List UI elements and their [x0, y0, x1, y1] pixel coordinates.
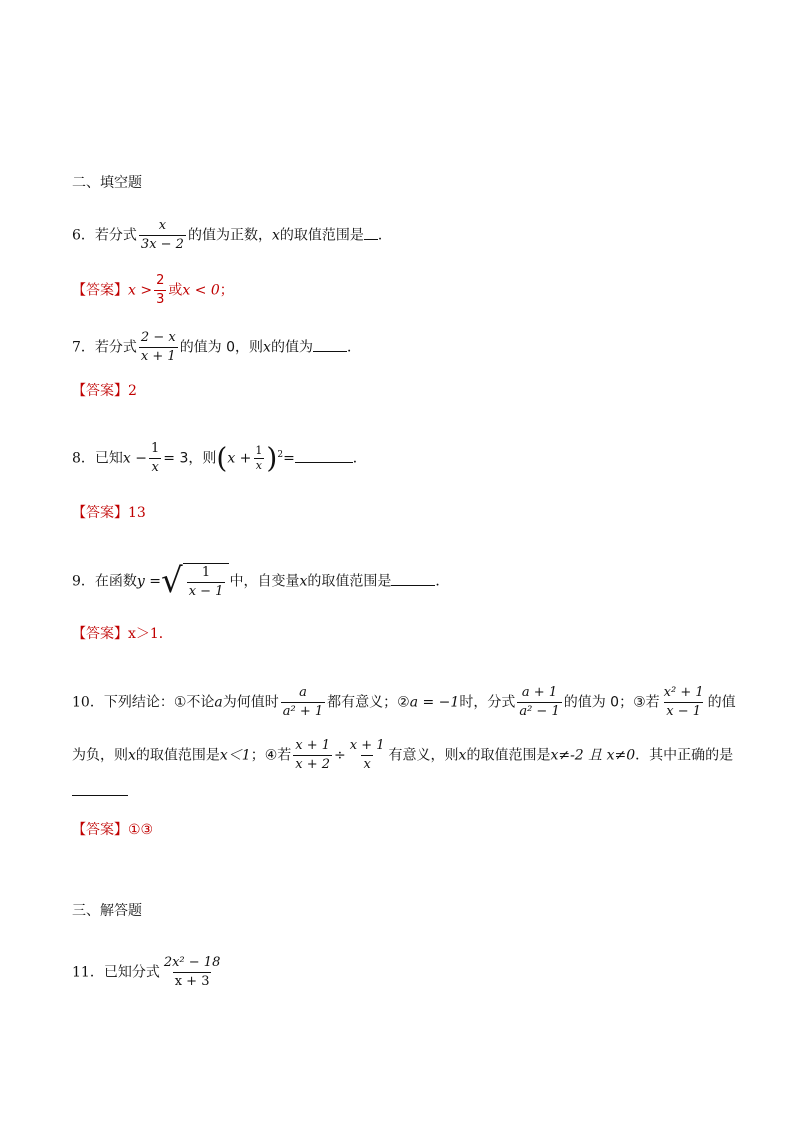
fraction [139, 218, 186, 253]
left-paren: ( [216, 441, 228, 475]
question-end: ． [346, 339, 361, 356]
question-text: 的值为 0；③若 [563, 694, 660, 711]
fraction [187, 565, 226, 600]
question-text: 若分式 [94, 339, 137, 356]
variable: x [271, 227, 280, 244]
answer-value: 2 [128, 383, 137, 399]
question-end: ． [377, 227, 392, 244]
answer-10 [72, 820, 153, 840]
fraction-numerator: a + 1 [521, 685, 558, 700]
right-paren: ) [266, 441, 278, 475]
fraction-numerator: 2 [156, 273, 165, 288]
answer-6 [72, 273, 234, 308]
answer-label: 【答案】 [72, 822, 128, 838]
answer-value: x > [128, 282, 153, 299]
question-text: 的取值范围是 [135, 747, 220, 764]
section-heading-fill-in: 二、填空题 [72, 175, 142, 191]
question-text: 时，分式 [459, 694, 516, 711]
fraction-denominator: a² + 1 [282, 704, 324, 719]
fraction-denominator: 3x − 2 [140, 237, 184, 252]
answer-text: 或 [168, 282, 183, 299]
question-text: 的值为 0，则 [179, 339, 264, 356]
fraction [162, 955, 223, 990]
variable: x [458, 747, 467, 764]
fraction [253, 445, 264, 472]
fraction [662, 685, 706, 720]
answer-7 [72, 381, 137, 401]
question-text: 的取值范围是 [279, 227, 364, 244]
answer-label: 【答案】 [72, 282, 128, 299]
fraction-denominator: 3 [156, 292, 165, 307]
question-number: 11． [72, 964, 104, 981]
question-end: ． [352, 450, 367, 467]
fraction-numerator: a [299, 685, 307, 700]
question-number: 9． [72, 573, 95, 590]
section-heading-solve: 三、解答题 [72, 903, 142, 919]
variable: a [214, 694, 223, 711]
exponent: 2 [277, 449, 284, 460]
expression: a = −1 [409, 694, 460, 711]
equals-sign: = [283, 450, 295, 467]
question-number: 7． [72, 339, 95, 356]
question-text: ；④若 [250, 747, 292, 764]
fraction-numerator: 1 [151, 441, 160, 456]
expression: x≠-2 且 x≠0 [550, 747, 636, 764]
expression: x − [122, 450, 147, 467]
question-text: 已知 [94, 450, 123, 467]
answer-end: ； [219, 282, 234, 299]
fraction [281, 685, 325, 720]
question-10-line-2 [72, 738, 733, 773]
fraction-denominator: x + 1 [140, 349, 176, 364]
question-text: 下列结论：①不论 [103, 694, 215, 711]
fraction-denominator: a² − 1 [519, 704, 560, 719]
expression: y = [136, 573, 162, 590]
fraction-numerator: x + 1 [295, 738, 331, 753]
question-9 [72, 563, 449, 600]
fraction [149, 441, 161, 476]
question-11 [72, 955, 224, 990]
variable: x [128, 747, 136, 764]
fraction-numerator: x + 1 [349, 738, 385, 753]
fraction-numerator: 2 − x [140, 330, 176, 345]
question-7 [72, 330, 361, 365]
fraction [517, 685, 561, 720]
question-end: ． [435, 573, 450, 590]
question-text: 的取值范围是 [307, 573, 392, 590]
answer-value: ①③ [128, 822, 154, 838]
answer-label: 【答案】 [72, 505, 128, 521]
radicand [183, 563, 230, 600]
question-text: 都有意义；② [327, 694, 410, 711]
fraction-numerator: x² + 1 [663, 685, 704, 700]
answer-value: x＞1． [128, 626, 173, 642]
answer-value: x < 0 [182, 282, 220, 299]
fraction-numerator: x [158, 218, 167, 233]
radical-sign: √ [161, 561, 183, 601]
fraction-numerator: 1 [201, 565, 211, 580]
fraction-denominator: x [151, 460, 159, 475]
fraction [293, 738, 332, 773]
expression: x + [227, 450, 252, 467]
question-text: 有意义，则 [388, 747, 459, 764]
question-8 [72, 441, 367, 476]
question-text: 的值 [707, 694, 736, 711]
fraction-numerator: 1 [255, 444, 263, 457]
answer-9 [72, 624, 173, 644]
square-root [161, 563, 229, 600]
fraction-denominator: x [363, 757, 371, 772]
fraction-numerator: 2x² − 18 [163, 955, 221, 970]
variable: x [263, 339, 271, 356]
question-10 [72, 685, 736, 720]
fraction [348, 738, 387, 773]
question-text: 为何值时 [222, 694, 279, 711]
question-text: 若分式 [94, 227, 137, 244]
question-number: 6． [72, 227, 95, 244]
answer-8 [72, 503, 146, 523]
answer-blank [313, 339, 347, 352]
question-text: 的取值范围是 [466, 747, 551, 764]
answer-label: 【答案】 [72, 383, 128, 399]
question-text: 中，自变量 [229, 573, 300, 590]
fraction-denominator: x [255, 459, 262, 472]
question-number: 10． [72, 694, 104, 711]
question-10-line-3 [72, 782, 128, 802]
answer-blank [295, 450, 353, 463]
question-text: ．其中正确的是 [635, 747, 734, 764]
question-text: 的值为 [270, 339, 313, 356]
answer-label: 【答案】 [72, 626, 128, 642]
answer-value: 13 [128, 505, 146, 521]
fraction-denominator: x + 3 [174, 974, 210, 989]
fraction-denominator: x + 2 [295, 757, 331, 772]
expression: = 3，则 [163, 450, 217, 467]
question-text: 的值为正数， [187, 227, 272, 244]
division-sign: ÷ [334, 747, 346, 764]
question-text: 已知分式 [103, 964, 160, 981]
answer-blank [364, 227, 378, 240]
question-text: 在函数 [94, 573, 137, 590]
fraction-denominator: x − 1 [188, 584, 224, 599]
expression: x＜1 [219, 747, 251, 764]
question-6 [72, 218, 392, 253]
fraction-denominator: x − 1 [666, 704, 702, 719]
answer-blank [72, 783, 128, 796]
variable: x [299, 573, 308, 590]
question-text: 为负，则 [72, 747, 128, 764]
fraction [139, 330, 178, 365]
question-number: 8． [72, 450, 95, 467]
answer-fraction [154, 273, 166, 308]
answer-blank [391, 573, 435, 586]
